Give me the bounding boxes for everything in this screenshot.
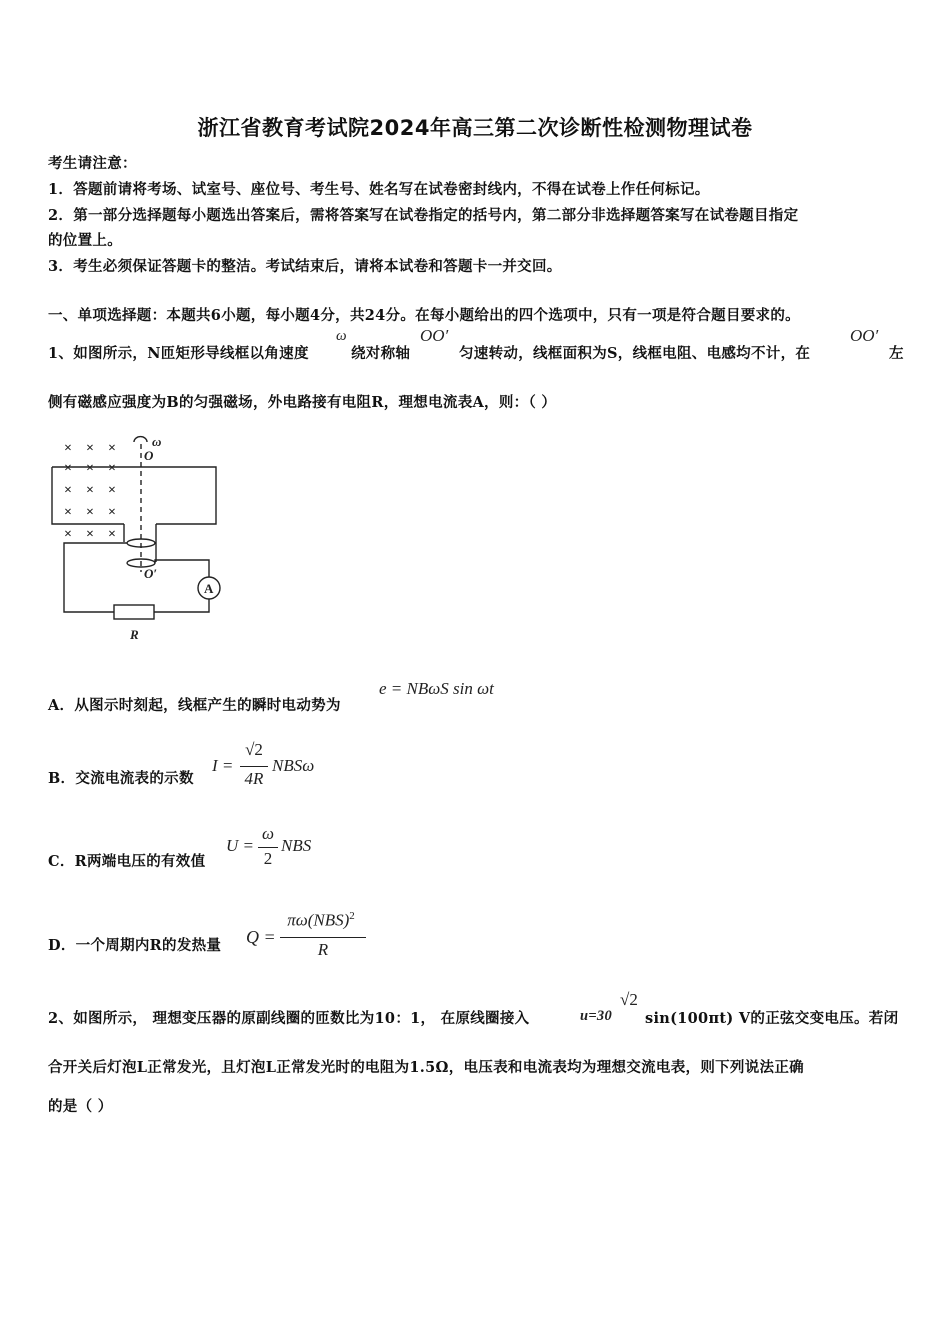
q1-omega: ω — [336, 328, 347, 344]
magnetic-field-cross: × — [86, 483, 94, 498]
q2-u-expr — [580, 1007, 612, 1025]
notice-item-2: 2．第一部分选择题每小题选出答案后，需将答案写在试卷指定的括号内，第二部分非选择题答案写在试卷题目指定 — [48, 207, 799, 224]
magnetic-field-cross: × — [64, 441, 72, 456]
q1-option-c-rest: NBS — [281, 836, 312, 855]
q1-option-d-bar — [280, 937, 366, 938]
q1-text-3: 匀速转动，线框面积为S，线框电阻、电感均不计，在 — [459, 345, 811, 362]
q1-option-d-num — [280, 910, 362, 931]
q1-option-c-num: ω — [261, 824, 274, 843]
q1-axis: OO′ — [420, 326, 449, 345]
magnetic-field-cross: × — [86, 527, 94, 542]
notice-heading: 考生请注意： — [48, 155, 137, 172]
q1-option-c-lhs: U = — [226, 836, 254, 855]
magnetic-field-cross: × — [64, 505, 72, 520]
q1-option-d-num-text: πω(NBS) — [287, 910, 350, 930]
q1-option-b-bar — [240, 766, 268, 767]
q1-option-c-bar — [258, 847, 278, 848]
q1-option-b-den: 4R — [244, 769, 264, 788]
q2-text-1: 2、如图所示， 理想变压器的原副线圈的匝数比为10：1， 在原线圈接入 — [48, 1010, 530, 1027]
magnetic-field-cross: × — [64, 527, 72, 542]
magnetic-field-cross: × — [64, 461, 72, 476]
q1-text-4: 左 — [889, 345, 904, 362]
magnetic-field-cross: × — [86, 461, 94, 476]
magnetic-field-cross: × — [108, 441, 116, 456]
magnetic-field-cross: × — [108, 527, 116, 542]
page-title: 浙江省教育考试院2024年高三第二次诊断性检测物理试卷 — [197, 116, 753, 140]
resistor-label: R — [130, 627, 139, 642]
axis-label-O2: O′ — [144, 566, 158, 581]
q2-text-line3: 的是（ ） — [48, 1098, 113, 1115]
notice-item-3: 3．考生必须保证答题卡的整洁。考试结束后，请将本试卷和答题卡一并交回。 — [48, 258, 562, 275]
q1-option-d-lhs: Q = — [246, 927, 276, 947]
section-heading: 一、单项选择题：本题共6小题，每小题4分，共24分。在每小题给出的四个选项中，只有一项是符合题目要求的。 — [48, 307, 800, 324]
magnetic-field-cross: × — [108, 483, 116, 498]
q1-circuit-figure — [44, 432, 234, 647]
q1-text-1: 1、如图所示，N匝矩形导线框以角速度 — [48, 345, 309, 362]
q1-option-d-den: R — [317, 940, 329, 959]
q1-option-b-rest: NBSω — [272, 756, 315, 775]
q1-option-a: A．从图示时刻起，线框产生的瞬时电动势为 — [48, 697, 341, 714]
q2-text-line2: 合开关后灯泡L正常发光，且灯泡L正常发光时的电阻为1.5Ω，电压表和电流表均为理想交流电表，则下列说法正确 — [48, 1059, 804, 1076]
axis-label-O: O — [144, 448, 154, 463]
q1-text-line2: 侧有磁感应强度为B的匀强磁场，外电路接有电阻R，理想电流表A，则：（ ） — [48, 394, 557, 411]
q1-option-b: B．交流电流表的示数 — [48, 770, 194, 787]
q1-text-2: 绕对称轴 — [351, 345, 411, 362]
ammeter-label: A — [204, 581, 214, 596]
magnetic-field-cross: × — [108, 461, 116, 476]
q2-u-text: u=30 — [580, 1008, 613, 1024]
notice-item-2-cont: 的位置上。 — [48, 232, 122, 249]
q1-option-a-formula: e = NBωS sin ωt — [379, 679, 494, 698]
q2-text-2: sin(100πt) V的正弦交变电压。若闭 — [645, 1010, 899, 1027]
magnetic-field-cross: × — [108, 505, 116, 520]
magnetic-field-cross: × — [86, 505, 94, 520]
magnetic-field-cross: × — [64, 483, 72, 498]
q1-option-d: D．一个周期内R的发热量 — [48, 937, 222, 954]
q1-axis-2: OO′ — [850, 326, 879, 345]
notice-item-1: 1．答题前请将考场、试室号、座位号、考生号、姓名写在试卷密封线内，不得在试卷上作任何标记。 — [48, 181, 710, 198]
q1-option-c-den: 2 — [263, 849, 273, 868]
q1-option-b-num: √2 — [245, 740, 263, 759]
q2-sqrt2: √2 — [620, 990, 638, 1009]
q1-option-d-sup: 2 — [349, 910, 355, 922]
magnetic-field-cross: × — [86, 441, 94, 456]
omega-label: ω — [152, 434, 162, 449]
q1-option-b-lhs: I = — [212, 756, 234, 775]
q1-option-c: C．R两端电压的有效值 — [48, 853, 206, 870]
